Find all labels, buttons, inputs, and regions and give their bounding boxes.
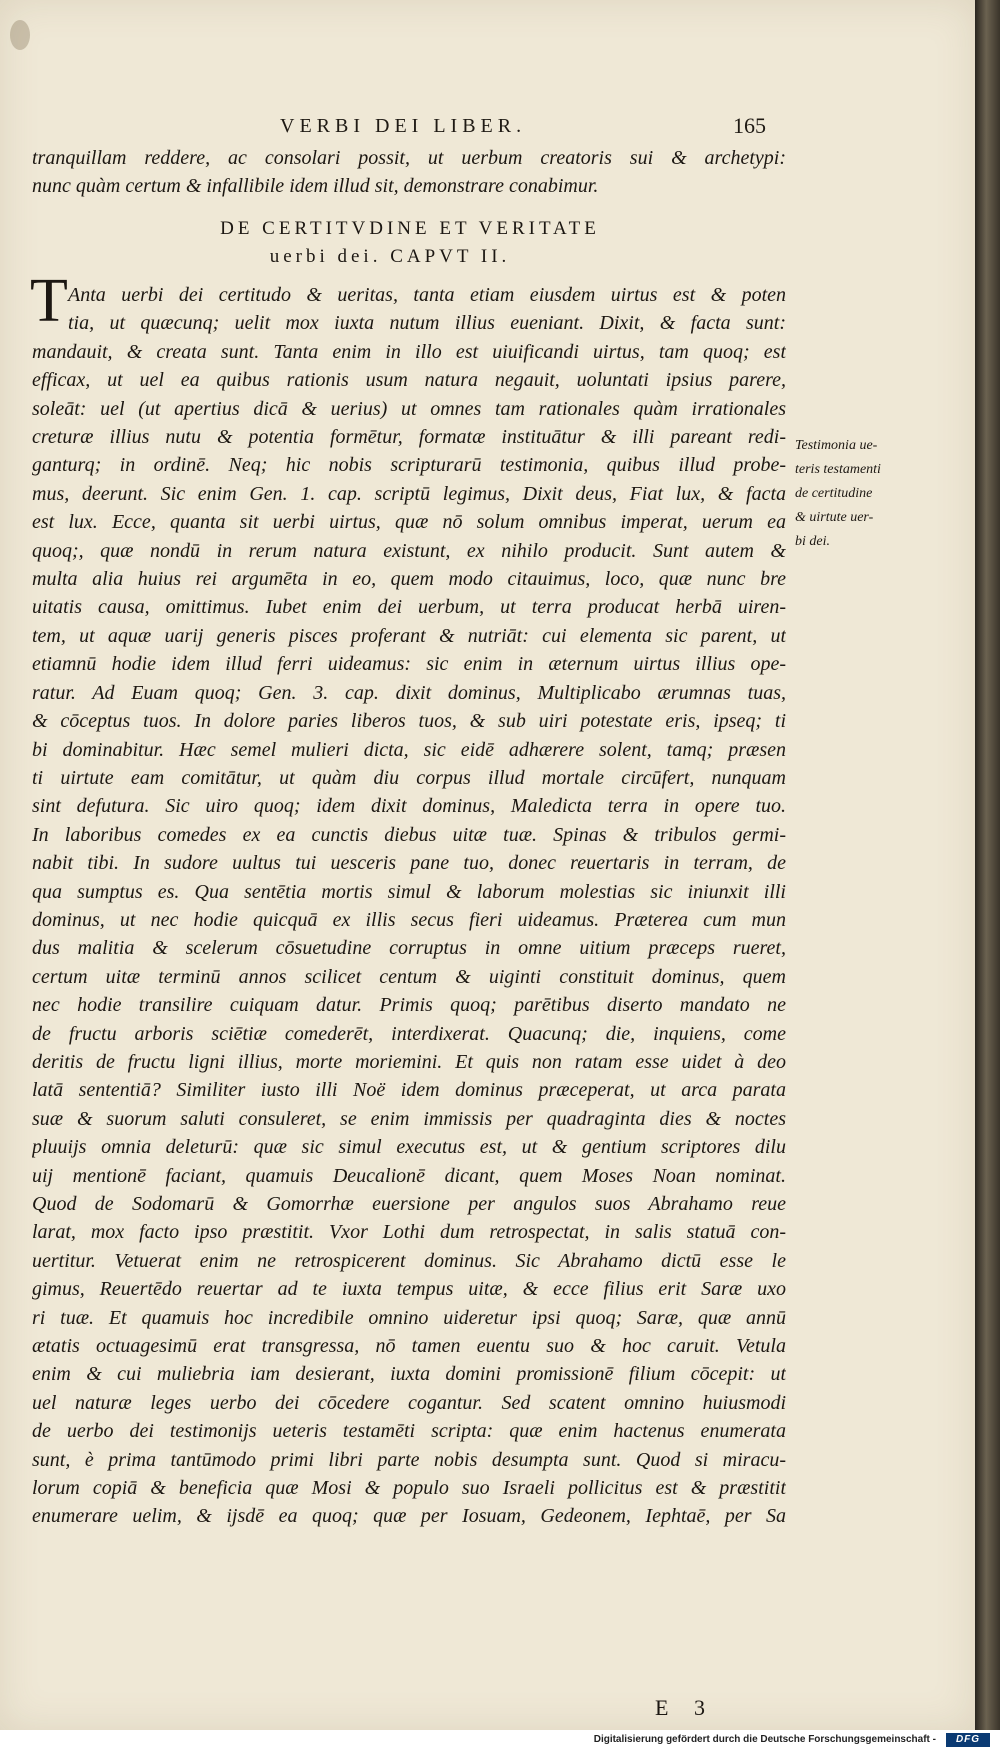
text-line: uitatis causa, omittimus. Iubet enim dei uerbum, ut terra producat herbā uiren- [32,596,786,619]
text-line: etiamnū hodie idem illud ferri uideamus: sic enim in æternum uirtus illius ope- [32,653,786,676]
text-line: sint defutura. Sic uiro quoq; idem dixit dominus, Maledicta terra in opere tuo. [32,795,786,818]
chapter-body [32,281,786,1531]
drop-initial: T [30,267,68,335]
text-line: multa alia huius rei argumēta in eo, quem modo citauimus, loco, quæ nunc bre [32,568,786,591]
footer-credit: Digitalisierung gefördert durch die Deutsche Forschungsgemeinschaft - [593,1734,936,1745]
margin-note-line: teris testamenti [795,462,881,477]
text-line: ti uirtute eam comitātur, ut quàm diu corpus illud mortale circūfert, nunquam [32,766,786,789]
text-line: mus, deerunt. Sic enim Gen. 1. cap. scriptū legimus, Dixit deus, Fiat lux, & facta [32,482,786,505]
book-spine-edge [975,0,1000,1730]
margin-note-line: & uirtute uer- [795,510,874,525]
text-line: In laboribus comedes ex ea cunctis diebus uitæ tuæ. Spinas & tribulos germi- [32,823,786,846]
text-line: tem, ut aquæ uarij generis pisces proferant & nutriāt: cui elementa sic parent, ut [32,624,786,647]
text-line: uel naturæ leges uerbo dei cōcedere cogantur. Sed scatent omnino huiusmodi [32,1391,786,1414]
text-line: sunt, è prima tantūmodo primi libri parte nobis desumpta sunt. Quod si miracu- [32,1448,786,1471]
chapter-subheading: uerbi dei. CAPVT II. [269,246,511,267]
text-line: tia, ut quæcunq; uelit mox iuxta nutum illius eueniant. Dixit, & facta sunt: [68,312,786,335]
page-number: 165 [733,113,766,138]
margin-note-line: bi dei. [795,534,830,549]
text-line: lorum copiā & beneficia quæ Mosi & populo suo Israeli pollicitus est & præstitit [32,1477,786,1500]
text-line: dominus, ut nec hodie quicquā ex illis secus fieri uideamus. Præterea cum mun [32,908,786,931]
running-head: VERBI DEI LIBER. [280,115,527,137]
text-line: Anta uerbi dei certitudo & ueritas, tanta etiam eiusdem uirtus est & poten [68,284,786,306]
text-line: de uerbo dei testimonijs ueteris testamēti scripta: quæ enim hactenus enumerata [32,1420,786,1443]
text-line: mandauit, & creata sunt. Tanta enim in illo est uiuificandi uirtus, tam quoq; est [32,340,786,363]
signature-mark: E 3 [655,1695,715,1720]
intro-paragraph [32,144,786,201]
text-line: ratur. Ad Euam quoq; Gen. 3. cap. dixit dominus, Multiplicabo ærumnas tuas, [32,681,786,704]
margin-note-line: Testimonia ue- [795,438,878,453]
text-line: suæ & suorum saluti consuleret, se enim immissis per quadraginta dies & noctes [32,1107,786,1130]
text-line: nunc quàm certum & infallibile idem illud sit, demonstrare conabimur. [32,175,599,198]
text-line: Quod de Sodomarū & Gomorrhæ euersione per angulos suos Abrahamo reue [32,1193,786,1215]
text-line: ætatis octuagesimū erat transgressa, nō tamen euentu suo & hoc caruit. Vetula [32,1335,786,1358]
dfg-logo: DFG [946,1733,990,1747]
text-line: pluuijs omnia deleturū: quæ sic simul executus est, ut & gentium scriptores dilu [32,1136,786,1159]
text-line: soleāt: uel (ut apertius dicā & uerius) ut omnes tam rationales quàm irrationales [32,397,786,420]
text-line: larat, mox facto ipso præstitit. Vxor Lothi dum retrospectat, in salis statuā con- [32,1221,786,1244]
text-line: enumerare uelim, & ijsdē ea quoq; quæ per Iosuam, Gedeonem, Iephtaē, per Sa [32,1505,786,1528]
text-line: nec hodie transilire cuiquam datur. Primis quoq; parētibus diserto mandato ne [32,994,786,1017]
text-line: est lux. Ecce, quanta sit uerbi uirtus, quæ nō solum omnibus imperat, uerum ea [32,511,786,534]
text-line: & cōceptus tuos. In dolore paries liberos tuos, & sub uiri potestate eris, ipseq; ti [32,710,786,733]
chapter-heading: DE CERTITVDINE ET VERITATE [220,218,600,239]
margin-note [795,434,905,554]
text-line: de fructu arboris sciētiæ comederēt, interdixerat. Quacunq; die, inquiens, come [32,1022,786,1045]
text-line: bi dominabitur. Hæc semel mulieri dicta, sic eidē adhærere solent, tamq; præsen [32,738,786,761]
text-line: dus malitia & scelerum cōsuetudine corruptus in omne uitium præceps rueret, [32,937,786,960]
text-line: nabit tibi. In sudore uultus tui uesceris pane tuo, donec reuertaris in terram, de [32,852,786,875]
text-line: ganturq; in ordinē. Neq; hic nobis scripturarū testimonia, quibus illud probe- [32,454,786,477]
text-line: creturæ illius nutu & potentia formētur, formatæ instituātur & illi pareant redi- [32,426,786,449]
text-line: qua sumptus es. Qua sentētia mortis simul & laborum molestias sic iniunxit illi [32,880,786,903]
text-line: deritis de fructu ligni illius, morte moriemini. Et quis non ratam esse uidet à deo [32,1050,786,1073]
text-line: certum uitæ terminū annos scilicet centum & uiginti constituit dominus, quem [32,965,786,988]
text-line: uertitur. Vetuerat enim ne retrospicerent dominus. Sic Abrahamo dictū esse le [32,1249,786,1272]
text-line: enim & cui muliebria iam desierant, iuxta domini promissionē filium cōcepit: ut [32,1363,786,1386]
text-line: latā sententiā? Similiter iusto illi Noë idem dominus præceperat, ut arca parata [32,1079,786,1102]
text-line: tranquillam reddere, ac consolari possit, ut uerbum creatoris sui & archetypi: [32,147,786,169]
text-line: gimus, Reuertēdo reuertar ad te iuxta tempus uitæ, & ecce filius erit Saræ uxo [32,1278,786,1301]
margin-note-line: de certitudine [795,486,873,501]
text-line: uij mentionē faciant, quamuis Deucalionē dicant, quem Moses Noan nominat. [32,1164,786,1187]
text-line: ri tuæ. Et quamuis hoc incredibile omnino uideretur ipsi quoq; Saræ, quæ annū [32,1306,786,1329]
text-line: efficax, ut uel ea quibus rationis usum natura negauit, uoluntati ipsius parere, [32,369,786,392]
text-line: quoq;, quæ nondū in rerum natura existunt, ex nihilo producit. Sunt autem & [32,539,786,562]
page-stain [10,20,30,50]
